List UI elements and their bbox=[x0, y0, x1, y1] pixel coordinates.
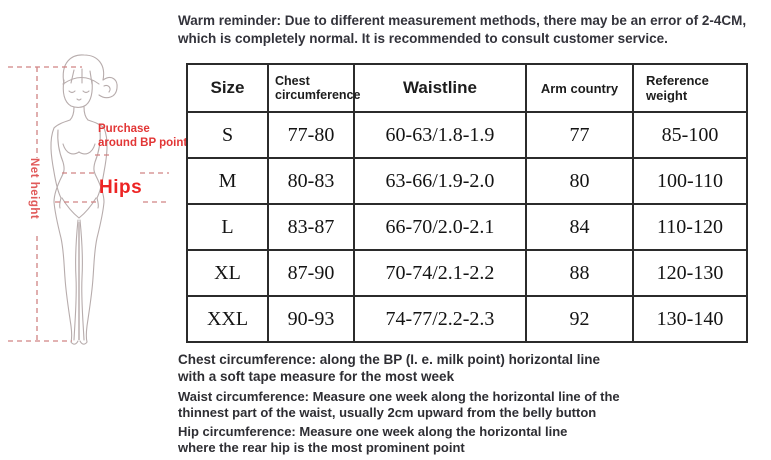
col-header-weight: Reference weight bbox=[633, 64, 747, 112]
bp-point-label-line1: Purchase bbox=[98, 123, 150, 135]
cell-weight: 120-130 bbox=[633, 250, 747, 296]
col-header-arm: Arm country bbox=[526, 64, 633, 112]
size-table bbox=[186, 63, 748, 343]
col-header-waistline: Waistline bbox=[354, 64, 526, 112]
size-row-s bbox=[187, 112, 747, 158]
cell-size: XL bbox=[187, 250, 268, 296]
measurement-figure bbox=[0, 28, 180, 353]
bp-point-label bbox=[98, 123, 187, 150]
cell-chest: 87-90 bbox=[268, 250, 354, 296]
cell-waist: 63-66/1.9-2.0 bbox=[354, 158, 526, 204]
chest-note bbox=[178, 351, 698, 385]
cell-chest: 83-87 bbox=[268, 204, 354, 250]
figure-outline bbox=[51, 55, 117, 344]
chest-note-line2: with a soft tape measure for the most week bbox=[178, 369, 455, 384]
waist-note-line2: thinnest part of the waist, usually 2cm upward from the belly button bbox=[178, 404, 597, 420]
size-row-xl bbox=[187, 250, 747, 296]
net-height-label: Net height bbox=[28, 158, 40, 220]
size-row-xxl bbox=[187, 296, 747, 342]
cell-size: XXL bbox=[187, 296, 268, 342]
cell-arm: 80 bbox=[526, 158, 633, 204]
warm-reminder-line1: Warm reminder: Due to different measurement methods, there may be an error of 2-4CM, bbox=[178, 13, 747, 28]
size-row-m bbox=[187, 158, 747, 204]
cell-size: M bbox=[187, 158, 268, 204]
hip-note-line2: where the rear hip is the most prominent point bbox=[178, 439, 465, 455]
hip-note-line1: Hip circumference: Measure one week along the horizontal line bbox=[178, 424, 568, 439]
cell-size: L bbox=[187, 204, 268, 250]
waist-note bbox=[178, 389, 698, 420]
cell-arm: 88 bbox=[526, 250, 633, 296]
cell-arm: 84 bbox=[526, 204, 633, 250]
cell-arm: 77 bbox=[526, 112, 633, 158]
cell-weight: 110-120 bbox=[633, 204, 747, 250]
measurement-notes bbox=[178, 351, 698, 455]
cell-arm: 92 bbox=[526, 296, 633, 342]
body-figure-illustration bbox=[0, 28, 180, 353]
waist-note-line1: Waist circumference: Measure one week along the horizontal line of the bbox=[178, 389, 620, 404]
cell-weight: 85-100 bbox=[633, 112, 747, 158]
size-table-header-row bbox=[187, 64, 747, 112]
cell-chest: 77-80 bbox=[268, 112, 354, 158]
bp-point-label-line2: around BP point bbox=[98, 136, 188, 149]
col-header-chest: Chest circumference bbox=[268, 64, 354, 112]
cell-weight: 100-110 bbox=[633, 158, 747, 204]
size-row-l bbox=[187, 204, 747, 250]
hips-label: Hips bbox=[99, 177, 143, 198]
cell-waist: 74-77/2.2-2.3 bbox=[354, 296, 526, 342]
cell-chest: 80-83 bbox=[268, 158, 354, 204]
chest-note-line1: Chest circumference: along the BP (I. e. milk point) horizontal line bbox=[178, 352, 601, 367]
warm-reminder bbox=[178, 12, 771, 48]
col-header-size: Size bbox=[187, 64, 268, 112]
cell-waist: 66-70/2.0-2.1 bbox=[354, 204, 526, 250]
cell-size: S bbox=[187, 112, 268, 158]
cell-waist: 60-63/1.8-1.9 bbox=[354, 112, 526, 158]
hip-note bbox=[178, 424, 698, 455]
warm-reminder-line2: which is completely normal. It is recommended to consult customer service. bbox=[178, 31, 668, 46]
cell-chest: 90-93 bbox=[268, 296, 354, 342]
cell-weight: 130-140 bbox=[633, 296, 747, 342]
cell-waist: 70-74/2.1-2.2 bbox=[354, 250, 526, 296]
